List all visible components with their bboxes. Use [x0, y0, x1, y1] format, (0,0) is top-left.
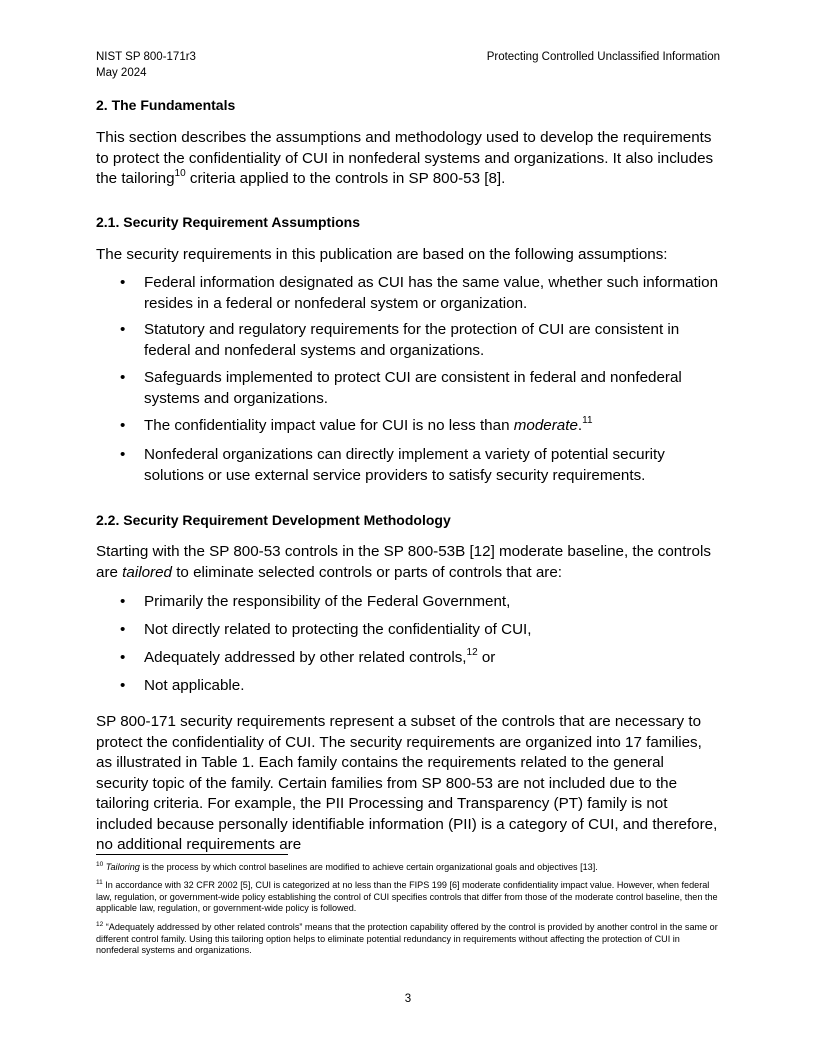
- bullet-icon: •: [120, 677, 126, 694]
- list-item: • Not applicable.: [96, 676, 720, 697]
- running-header-left: [96, 49, 196, 81]
- section-2-2-body: SP 800-171 security requirements represent a subset of the controls that are necessary to protect the confidentiality of CUI. The security requirements are organized into 17 families, as illustrated in Table 1. Each family contains the requirements related to the general security topic of the family. Certain families from SP 800-53 are not included due to the tailoring criteria. For example, the PII Processing and Transparency (PT) family is not included because personally identifiable information (PII) is a category of CUI, and therefore, no additional requirements are: [96, 713, 718, 853]
- footnote-ref-10[interactable]: 10: [174, 167, 186, 179]
- bullet-icon: •: [120, 321, 126, 338]
- list-item: • Primarily the responsibility of the Federal Government,: [96, 592, 720, 613]
- list-item: • Not directly related to protecting the confidentiality of CUI,: [96, 620, 720, 641]
- section-2-1-lead: The security requirements in this publication are based on the following assumptions:: [96, 246, 668, 263]
- list-item: • Federal information designated as CUI has the same value, whether such information resides in a federal or nonfederal system or organization.: [120, 274, 719, 312]
- intro-text: This section describes the assumptions and methodology used to develop the requirements to protect the confidentiality of CUI in nonfederal systems and organizations. It also includes the tailoring: [96, 129, 714, 187]
- list-item: • Safeguards implemented to protect CUI are consistent in federal and nonfederal systems and organizations.: [120, 369, 682, 407]
- bullet-icon: •: [120, 417, 126, 434]
- footnote-12: $^{12}$ “Adequately addressed by other related controls” means that the protection capability offered by the control is provided by another control in the same or different control family. Using this tailoring option helps to eliminate potential redundancy in requirements without affecting the protection of CUI in nonfederal systems and organizations.: [96, 920, 718, 956]
- bullet-icon: •: [120, 649, 126, 666]
- list-item: • Statutory and regulatory requirements for the protection of CUI are consistent in federal and nonfederal systems and organizations.: [120, 321, 680, 359]
- bullet-icon: •: [120, 369, 126, 386]
- section-2-heading: 2. The Fundamentals: [96, 97, 236, 113]
- section-2-1-heading: 2.1. Security Requirement Assumptions: [96, 214, 360, 230]
- bullet-icon: •: [120, 621, 126, 638]
- footnote-ref-11[interactable]: 11: [582, 414, 593, 426]
- doc-id: NIST SP 800-171r3: [96, 51, 196, 63]
- footnote-separator: [96, 854, 288, 855]
- footnote-10: $^{10}$ Tailoring is the process by which control baselines are modified to achieve certain organizational goals and objectives [13].: [96, 860, 598, 872]
- list-item: • The confidentiality impact value for CUI is no less than moderate.$^{11}$: [96, 416, 720, 437]
- document-page: [96, 0, 720, 1056]
- doc-date: May 2024: [96, 67, 147, 79]
- footnote-ref-12[interactable]: 12: [466, 646, 478, 658]
- intro-text-end: criteria applied to the controls in SP 800-53 [8].: [185, 170, 506, 187]
- page-number: 3: [404, 993, 412, 1005]
- list-item: • Nonfederal organizations can directly implement a variety of potential security solutions or use external service providers to satisfy security requirements.: [120, 446, 665, 484]
- bullet-icon: •: [120, 274, 126, 291]
- section-2-intro: [96, 128, 720, 190]
- footnote-11: $^{11}$ In accordance with 32 CFR 2002 [5], CUI is categorized at no less than the FIPS 199 [6] moderate confidentiality impact value. However, when federal law, regulation, or government-wide policy establishing the control of CUI specifies controls that differ from those of the moderate control baseline, then the applicable law, regulation, or government-wide policy is followed.: [96, 878, 718, 914]
- section-2-2-lead: Starting with the SP 800-53 controls in the SP 800-53B [12] moderate baseline, the controls are tailored to eliminate selected controls or parts of controls that are:: [96, 543, 711, 581]
- section-2-2-heading: 2.2. Security Requirement Development Methodology: [96, 512, 451, 528]
- list-item: • Adequately addressed by other related controls,$^{12}$ or: [96, 648, 720, 669]
- bullet-icon: •: [120, 446, 126, 463]
- bullet-icon: •: [120, 593, 126, 610]
- running-header-title: Protecting Controlled Unclassified Information: [486, 51, 720, 63]
